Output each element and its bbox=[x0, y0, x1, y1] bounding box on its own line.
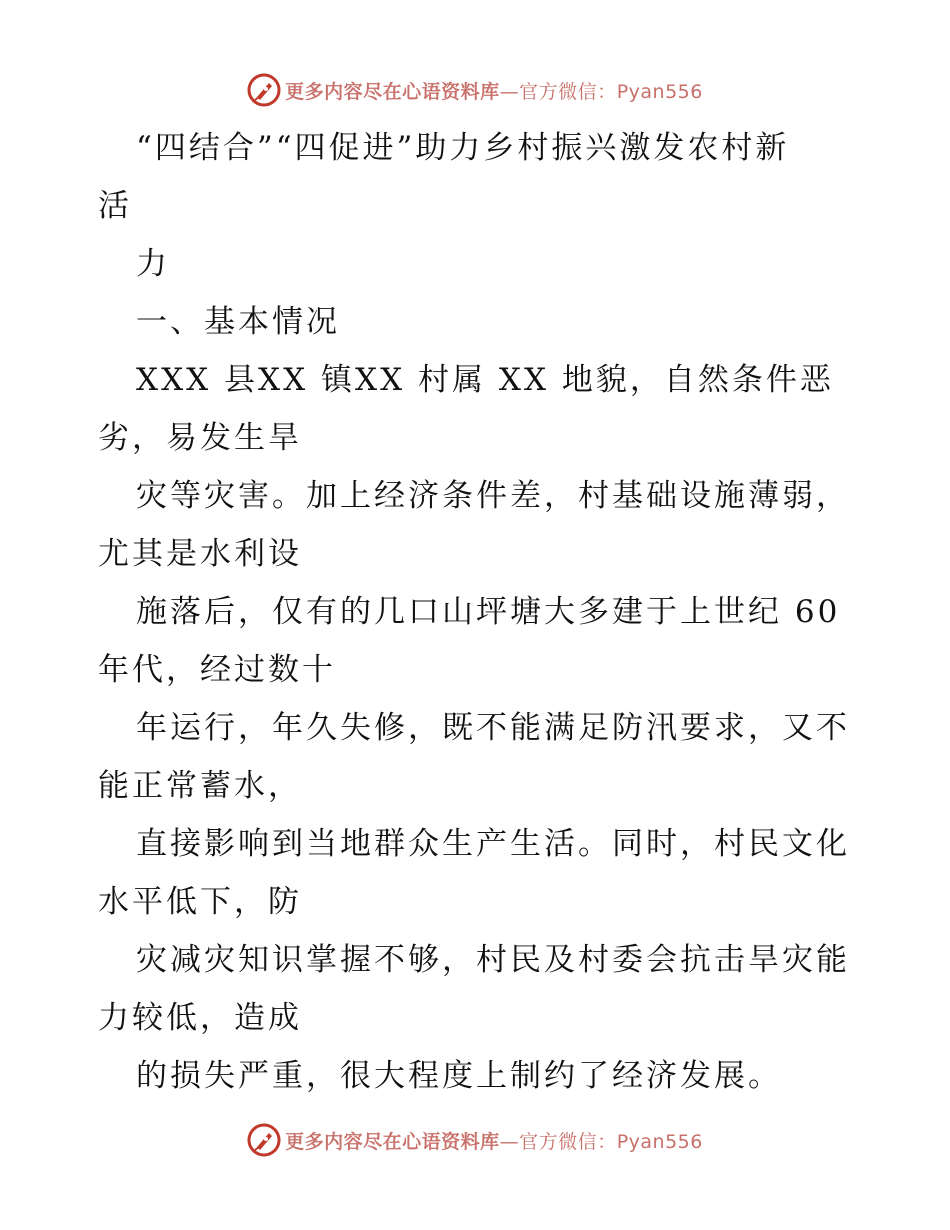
paragraph-line: 的损失严重，很大程度上制约了经济发展。 bbox=[136, 1058, 782, 1094]
paragraph-line: 灾减灾知识掌握不够，村民及村委会抗击旱灾能 bbox=[136, 942, 850, 978]
watermark-text bbox=[285, 77, 703, 104]
paragraph-line: 尤其是水利设 bbox=[98, 536, 302, 572]
paragraph-line: XXX 县XX 镇XX 村属 XX 地貌，自然条件恶 bbox=[136, 362, 834, 398]
paragraph-line: 直接影响到当地群众生产生活。同时，村民文化 bbox=[136, 826, 850, 862]
watermark-wechat-label: 官方微信： bbox=[519, 1130, 617, 1153]
pen-nib-logo-icon bbox=[247, 1123, 281, 1157]
pen-nib-logo-icon bbox=[247, 73, 281, 107]
document-title-line-2: 活 bbox=[98, 188, 132, 224]
watermark-wechat-id: Pyan556 bbox=[616, 80, 703, 103]
document-title-line-1: “四结合”“四促进”助力乡村振兴激发农村新 bbox=[136, 130, 790, 166]
watermark-brand: 更多内容尽在心语资料库 bbox=[285, 80, 500, 103]
paragraph-line: 劣，易发生旱 bbox=[98, 420, 302, 456]
paragraph-line: 年运行，年久失修，既不能满足防汛要求，又不 bbox=[136, 710, 850, 746]
watermark-separator: — bbox=[499, 80, 520, 103]
header-watermark bbox=[0, 70, 950, 110]
watermark-wechat-label: 官方微信： bbox=[519, 80, 617, 103]
watermark-brand: 更多内容尽在心语资料库 bbox=[285, 1130, 500, 1153]
footer-watermark bbox=[0, 1120, 950, 1160]
watermark-wechat-id: Pyan556 bbox=[616, 1130, 703, 1153]
watermark-separator: — bbox=[499, 1130, 520, 1153]
paragraph-line: 能正常蓄水， bbox=[98, 768, 302, 804]
paragraph-line: 水平低下，防 bbox=[98, 884, 302, 920]
paragraph-line: 灾等灾害。加上经济条件差，村基础设施薄弱， bbox=[136, 478, 850, 514]
document-title-line-3: 力 bbox=[136, 246, 170, 282]
paragraph-line: 力较低，造成 bbox=[98, 1000, 302, 1036]
section-heading: 一、基本情况 bbox=[136, 304, 340, 340]
watermark-text bbox=[285, 1127, 703, 1154]
paragraph-line: 施落后，仅有的几口山坪塘大多建于上世纪 60 bbox=[136, 594, 841, 630]
paragraph-line: 年代，经过数十 bbox=[98, 652, 336, 688]
